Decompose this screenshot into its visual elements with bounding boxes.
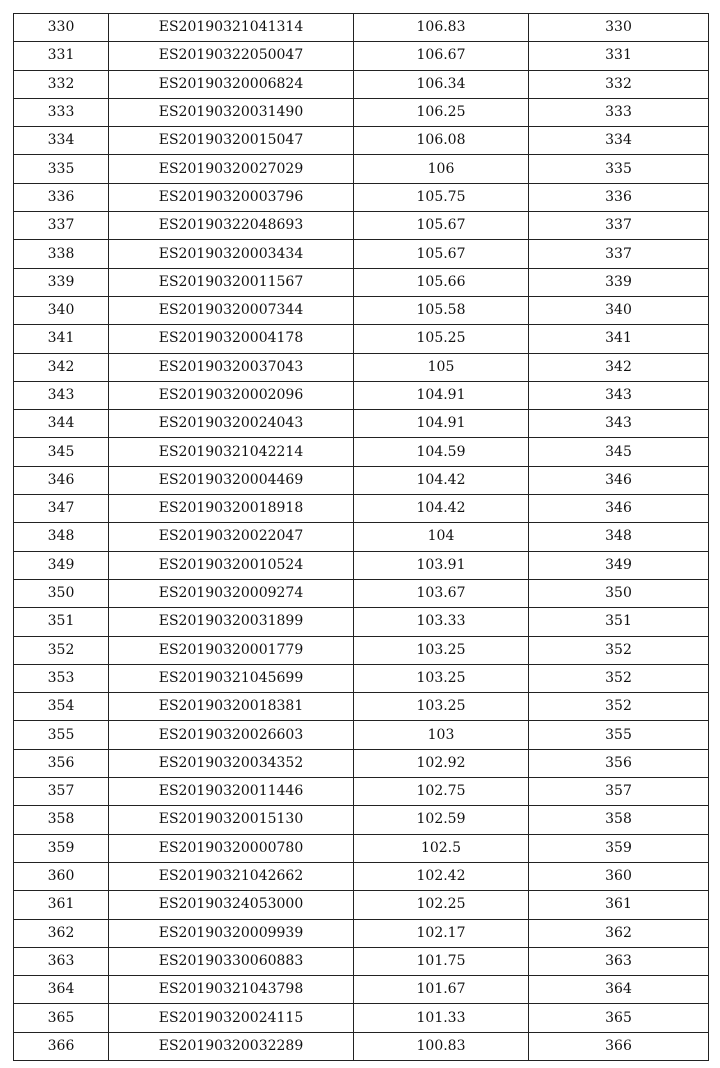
table-row [14,127,709,155]
serial-number-cell: 345 [14,438,109,466]
table-row [14,721,709,749]
score-cell: 106.83 [354,14,529,42]
rank-cell: 345 [529,438,709,466]
score-cell: 104.59 [354,438,529,466]
exam-id-cell: ES20190320004178 [109,325,354,353]
table-row [14,608,709,636]
score-cell: 103.91 [354,551,529,579]
rank-cell: 348 [529,523,709,551]
table-row [14,495,709,523]
exam-id-cell: ES20190321042214 [109,438,354,466]
table-row [14,862,709,890]
score-cell: 102.5 [354,834,529,862]
score-cell: 104.91 [354,410,529,438]
exam-id-cell: ES20190320003434 [109,240,354,268]
table-row [14,155,709,183]
exam-id-cell: ES20190320000780 [109,834,354,862]
score-cell: 105.66 [354,268,529,296]
serial-number-cell: 349 [14,551,109,579]
score-cell: 102.25 [354,891,529,919]
table-row [14,579,709,607]
exam-id-cell: ES20190320011446 [109,778,354,806]
rank-cell: 363 [529,947,709,975]
serial-number-cell: 352 [14,636,109,664]
table-row [14,98,709,126]
serial-number-cell: 362 [14,919,109,947]
exam-id-cell: ES20190324053000 [109,891,354,919]
table-row [14,410,709,438]
rank-cell: 340 [529,296,709,324]
serial-number-cell: 333 [14,98,109,126]
score-cell: 105.58 [354,296,529,324]
exam-id-cell: ES20190320003796 [109,183,354,211]
serial-number-cell: 351 [14,608,109,636]
serial-number-cell: 361 [14,891,109,919]
exam-id-cell: ES20190320015130 [109,806,354,834]
rank-cell: 334 [529,127,709,155]
rank-cell: 358 [529,806,709,834]
table-row [14,438,709,466]
table-row [14,749,709,777]
serial-number-cell: 341 [14,325,109,353]
serial-number-cell: 350 [14,579,109,607]
rank-cell: 352 [529,664,709,692]
score-cell: 102.92 [354,749,529,777]
serial-number-cell: 363 [14,947,109,975]
rank-cell: 365 [529,1004,709,1032]
exam-id-cell: ES20190320018918 [109,495,354,523]
score-cell: 106.08 [354,127,529,155]
table-row [14,70,709,98]
rank-cell: 359 [529,834,709,862]
score-cell: 106.67 [354,42,529,70]
serial-number-cell: 336 [14,183,109,211]
exam-id-cell: ES20190320006824 [109,70,354,98]
serial-number-cell: 354 [14,693,109,721]
rank-cell: 336 [529,183,709,211]
score-cell: 103.33 [354,608,529,636]
table-row [14,381,709,409]
score-cell: 105.67 [354,212,529,240]
score-cell: 103.25 [354,664,529,692]
rank-cell: 356 [529,749,709,777]
serial-number-cell: 343 [14,381,109,409]
serial-number-cell: 357 [14,778,109,806]
score-cell: 101.75 [354,947,529,975]
exam-id-cell: ES20190320018381 [109,693,354,721]
rank-cell: 349 [529,551,709,579]
exam-id-cell: ES20190320011567 [109,268,354,296]
exam-id-cell: ES20190320037043 [109,353,354,381]
exam-id-cell: ES20190320032289 [109,1032,354,1060]
exam-id-cell: ES20190320010524 [109,551,354,579]
rank-cell: 346 [529,466,709,494]
exam-id-cell: ES20190320009274 [109,579,354,607]
exam-id-cell: ES20190320001779 [109,636,354,664]
rank-cell: 337 [529,212,709,240]
serial-number-cell: 355 [14,721,109,749]
table-row [14,778,709,806]
serial-number-cell: 330 [14,14,109,42]
exam-id-cell: ES20190322050047 [109,42,354,70]
score-cell: 105.75 [354,183,529,211]
table-row [14,240,709,268]
rank-cell: 355 [529,721,709,749]
score-cell: 105.25 [354,325,529,353]
rank-cell: 352 [529,693,709,721]
rank-cell: 332 [529,70,709,98]
score-cell: 102.59 [354,806,529,834]
results-table [13,13,709,1061]
exam-id-cell: ES20190320024043 [109,410,354,438]
score-cell: 106 [354,155,529,183]
exam-id-cell: ES20190320002096 [109,381,354,409]
serial-number-cell: 358 [14,806,109,834]
serial-number-cell: 344 [14,410,109,438]
exam-id-cell: ES20190320026603 [109,721,354,749]
table-row [14,268,709,296]
score-cell: 102.75 [354,778,529,806]
rank-cell: 364 [529,976,709,1004]
score-cell: 104 [354,523,529,551]
results-table-body [14,14,709,1061]
serial-number-cell: 331 [14,42,109,70]
serial-number-cell: 359 [14,834,109,862]
serial-number-cell: 340 [14,296,109,324]
rank-cell: 357 [529,778,709,806]
score-cell: 100.83 [354,1032,529,1060]
table-row [14,353,709,381]
rank-cell: 343 [529,410,709,438]
serial-number-cell: 360 [14,862,109,890]
exam-id-cell: ES20190320007344 [109,296,354,324]
score-cell: 102.42 [354,862,529,890]
serial-number-cell: 353 [14,664,109,692]
serial-number-cell: 335 [14,155,109,183]
serial-number-cell: 356 [14,749,109,777]
rank-cell: 350 [529,579,709,607]
exam-id-cell: ES20190321041314 [109,14,354,42]
table-row [14,891,709,919]
rank-cell: 330 [529,14,709,42]
exam-id-cell: ES20190321042662 [109,862,354,890]
rank-cell: 342 [529,353,709,381]
serial-number-cell: 348 [14,523,109,551]
score-cell: 101.67 [354,976,529,1004]
rank-cell: 335 [529,155,709,183]
table-row [14,1004,709,1032]
table-row [14,664,709,692]
score-cell: 105.67 [354,240,529,268]
rank-cell: 360 [529,862,709,890]
score-cell: 104.91 [354,381,529,409]
rank-cell: 339 [529,268,709,296]
table-row [14,183,709,211]
exam-id-cell: ES20190330060883 [109,947,354,975]
exam-id-cell: ES20190320024115 [109,1004,354,1032]
score-cell: 105 [354,353,529,381]
score-cell: 102.17 [354,919,529,947]
score-cell: 103.25 [354,636,529,664]
score-cell: 104.42 [354,466,529,494]
exam-id-cell: ES20190320022047 [109,523,354,551]
rank-cell: 362 [529,919,709,947]
exam-id-cell: ES20190322048693 [109,212,354,240]
table-row [14,636,709,664]
rank-cell: 351 [529,608,709,636]
exam-id-cell: ES20190320031899 [109,608,354,636]
rank-cell: 341 [529,325,709,353]
exam-id-cell: ES20190320034352 [109,749,354,777]
results-table-container [13,13,708,1061]
score-cell: 106.34 [354,70,529,98]
exam-id-cell: ES20190320009939 [109,919,354,947]
serial-number-cell: 337 [14,212,109,240]
table-row [14,947,709,975]
serial-number-cell: 346 [14,466,109,494]
table-row [14,325,709,353]
exam-id-cell: ES20190320027029 [109,155,354,183]
table-row [14,14,709,42]
serial-number-cell: 339 [14,268,109,296]
exam-id-cell: ES20190321045699 [109,664,354,692]
serial-number-cell: 342 [14,353,109,381]
table-row [14,212,709,240]
rank-cell: 366 [529,1032,709,1060]
rank-cell: 331 [529,42,709,70]
exam-id-cell: ES20190320031490 [109,98,354,126]
rank-cell: 333 [529,98,709,126]
table-row [14,1032,709,1060]
serial-number-cell: 338 [14,240,109,268]
table-row [14,976,709,1004]
serial-number-cell: 366 [14,1032,109,1060]
serial-number-cell: 365 [14,1004,109,1032]
table-row [14,806,709,834]
rank-cell: 346 [529,495,709,523]
rank-cell: 337 [529,240,709,268]
score-cell: 104.42 [354,495,529,523]
table-row [14,466,709,494]
table-row [14,693,709,721]
rank-cell: 361 [529,891,709,919]
exam-id-cell: ES20190320004469 [109,466,354,494]
table-row [14,919,709,947]
table-row [14,551,709,579]
table-row [14,834,709,862]
serial-number-cell: 332 [14,70,109,98]
exam-id-cell: ES20190321043798 [109,976,354,1004]
serial-number-cell: 347 [14,495,109,523]
score-cell: 106.25 [354,98,529,126]
rank-cell: 343 [529,381,709,409]
table-row [14,523,709,551]
score-cell: 101.33 [354,1004,529,1032]
score-cell: 103.25 [354,693,529,721]
rank-cell: 352 [529,636,709,664]
score-cell: 103.67 [354,579,529,607]
table-row [14,296,709,324]
serial-number-cell: 364 [14,976,109,1004]
exam-id-cell: ES20190320015047 [109,127,354,155]
serial-number-cell: 334 [14,127,109,155]
table-row [14,42,709,70]
score-cell: 103 [354,721,529,749]
